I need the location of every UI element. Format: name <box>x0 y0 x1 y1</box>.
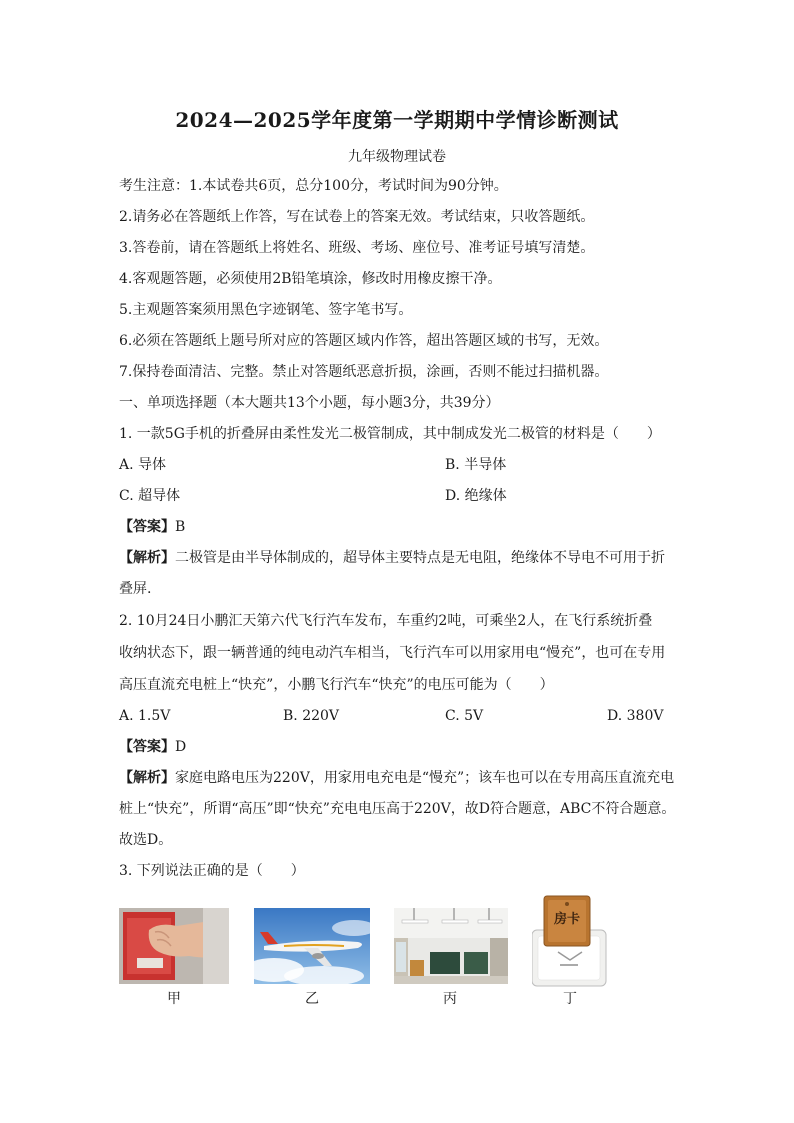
q1-option-d: D. 绝缘体 <box>445 488 507 504</box>
analysis-text: 二极管是由半导体制成的，超导体主要特点是无电阻，绝缘体不导电不可用于折 <box>175 550 665 566</box>
q3-stem: 3. 下列说法正确的是（ ） <box>119 863 305 879</box>
answer-label: 【答案】 <box>119 739 175 755</box>
note-7: 7.保持卷面清洁、完整。禁止对答题纸恶意折损，涂画，否则不能过扫描机器。 <box>119 364 609 380</box>
note-4: 4.客观题答题，必须使用2B铅笔填涂，修改时用橡皮擦干净。 <box>119 271 502 287</box>
exam-title: 2024—2025学年度第一学期期中学情诊断测试 <box>175 108 619 132</box>
q2-stem-1: 2. 10月24日小鹏汇天第六代飞行汽车发布，车重约2吨，可乘坐2人，在飞行系统折叠 <box>119 613 653 629</box>
analysis-label: 【解析】 <box>119 550 175 566</box>
answer-value: B <box>175 519 186 535</box>
figure-caption-ding: 丁 <box>563 991 577 1007</box>
figure-caption-bing: 丙 <box>443 991 457 1007</box>
q2-answer <box>119 737 186 757</box>
note-2: 2.请务必在答题纸上作答，写在试卷上的答案无效。考试结束，只收答题纸。 <box>119 209 595 225</box>
figure-yi-airplane <box>254 908 370 984</box>
q2-stem-2: 收纳状态下，跟一辆普通的纯电动汽车相当，飞行汽车可以用家用电“慢充”，也可在专用 <box>119 645 666 661</box>
note-1: 考生注意：1.本试卷共6页，总分100分，考试时间为90分钟。 <box>119 178 508 194</box>
exam-subtitle: 九年级物理试卷 <box>348 149 446 165</box>
note-5: 5.主观题答案须用黑色字迹钢笔、签字笔书写。 <box>119 302 413 318</box>
q1-analysis <box>119 548 665 568</box>
q2-option-b: B. 220V <box>283 708 340 724</box>
answer-label: 【答案】 <box>119 519 175 535</box>
airplane-illustration <box>254 908 370 984</box>
q2-stem-3: 高压直流充电桩上“快充”，小鹏飞行汽车“快充”的电压可能为（ ） <box>119 677 554 693</box>
figure-caption-jia: 甲 <box>167 991 181 1007</box>
figure-ding-room-card <box>532 894 608 988</box>
figure-caption-yi: 乙 <box>305 991 319 1007</box>
q1-answer <box>119 517 185 537</box>
analysis-text: 家庭电路电压为220V，用家用电充电是“慢充”；该车也可以在专用高压直流充电 <box>175 770 675 786</box>
q2-option-d: D. 380V <box>607 708 664 724</box>
q1-option-a: A. 导体 <box>119 457 167 473</box>
note-3: 3.答卷前，请在答题纸上将姓名、班级、考场、座位号、准考证号填写清楚。 <box>119 240 595 256</box>
q1-option-c: C. 超导体 <box>119 488 181 504</box>
figure-bing-classroom <box>394 908 508 984</box>
analysis-label: 【解析】 <box>119 770 175 786</box>
q2-analysis-cont: 桩上“快充”，所谓“高压”即“快充”充电电压高于220V，故D符合题意，ABC不符合题意。 <box>119 801 676 817</box>
figure-jia-hand-button <box>119 908 229 984</box>
q1-analysis-cont: 叠屏. <box>119 581 152 597</box>
q1-option-b: B. 半导体 <box>445 457 507 473</box>
q2-analysis <box>119 768 674 788</box>
q2-analysis-end: 故选D。 <box>119 832 173 848</box>
hand-on-button-illustration <box>119 908 229 984</box>
answer-value: D <box>175 739 187 755</box>
q2-option-a: A. 1.5V <box>119 708 171 724</box>
room-card-label: 房卡 <box>553 912 580 927</box>
classroom-illustration <box>394 908 508 984</box>
q1-stem: 1. 一款5G手机的折叠屏由柔性发光二极管制成，其中制成发光二极管的材料是（ ） <box>119 426 661 442</box>
note-6: 6.必须在答题纸上题号所对应的答题区域内作答，超出答题区域的书写，无效。 <box>119 333 609 349</box>
q2-option-c: C. 5V <box>445 708 484 724</box>
section-title: 一、单项选择题（本大题共13个小题，每小题3分，共39分） <box>119 395 500 411</box>
